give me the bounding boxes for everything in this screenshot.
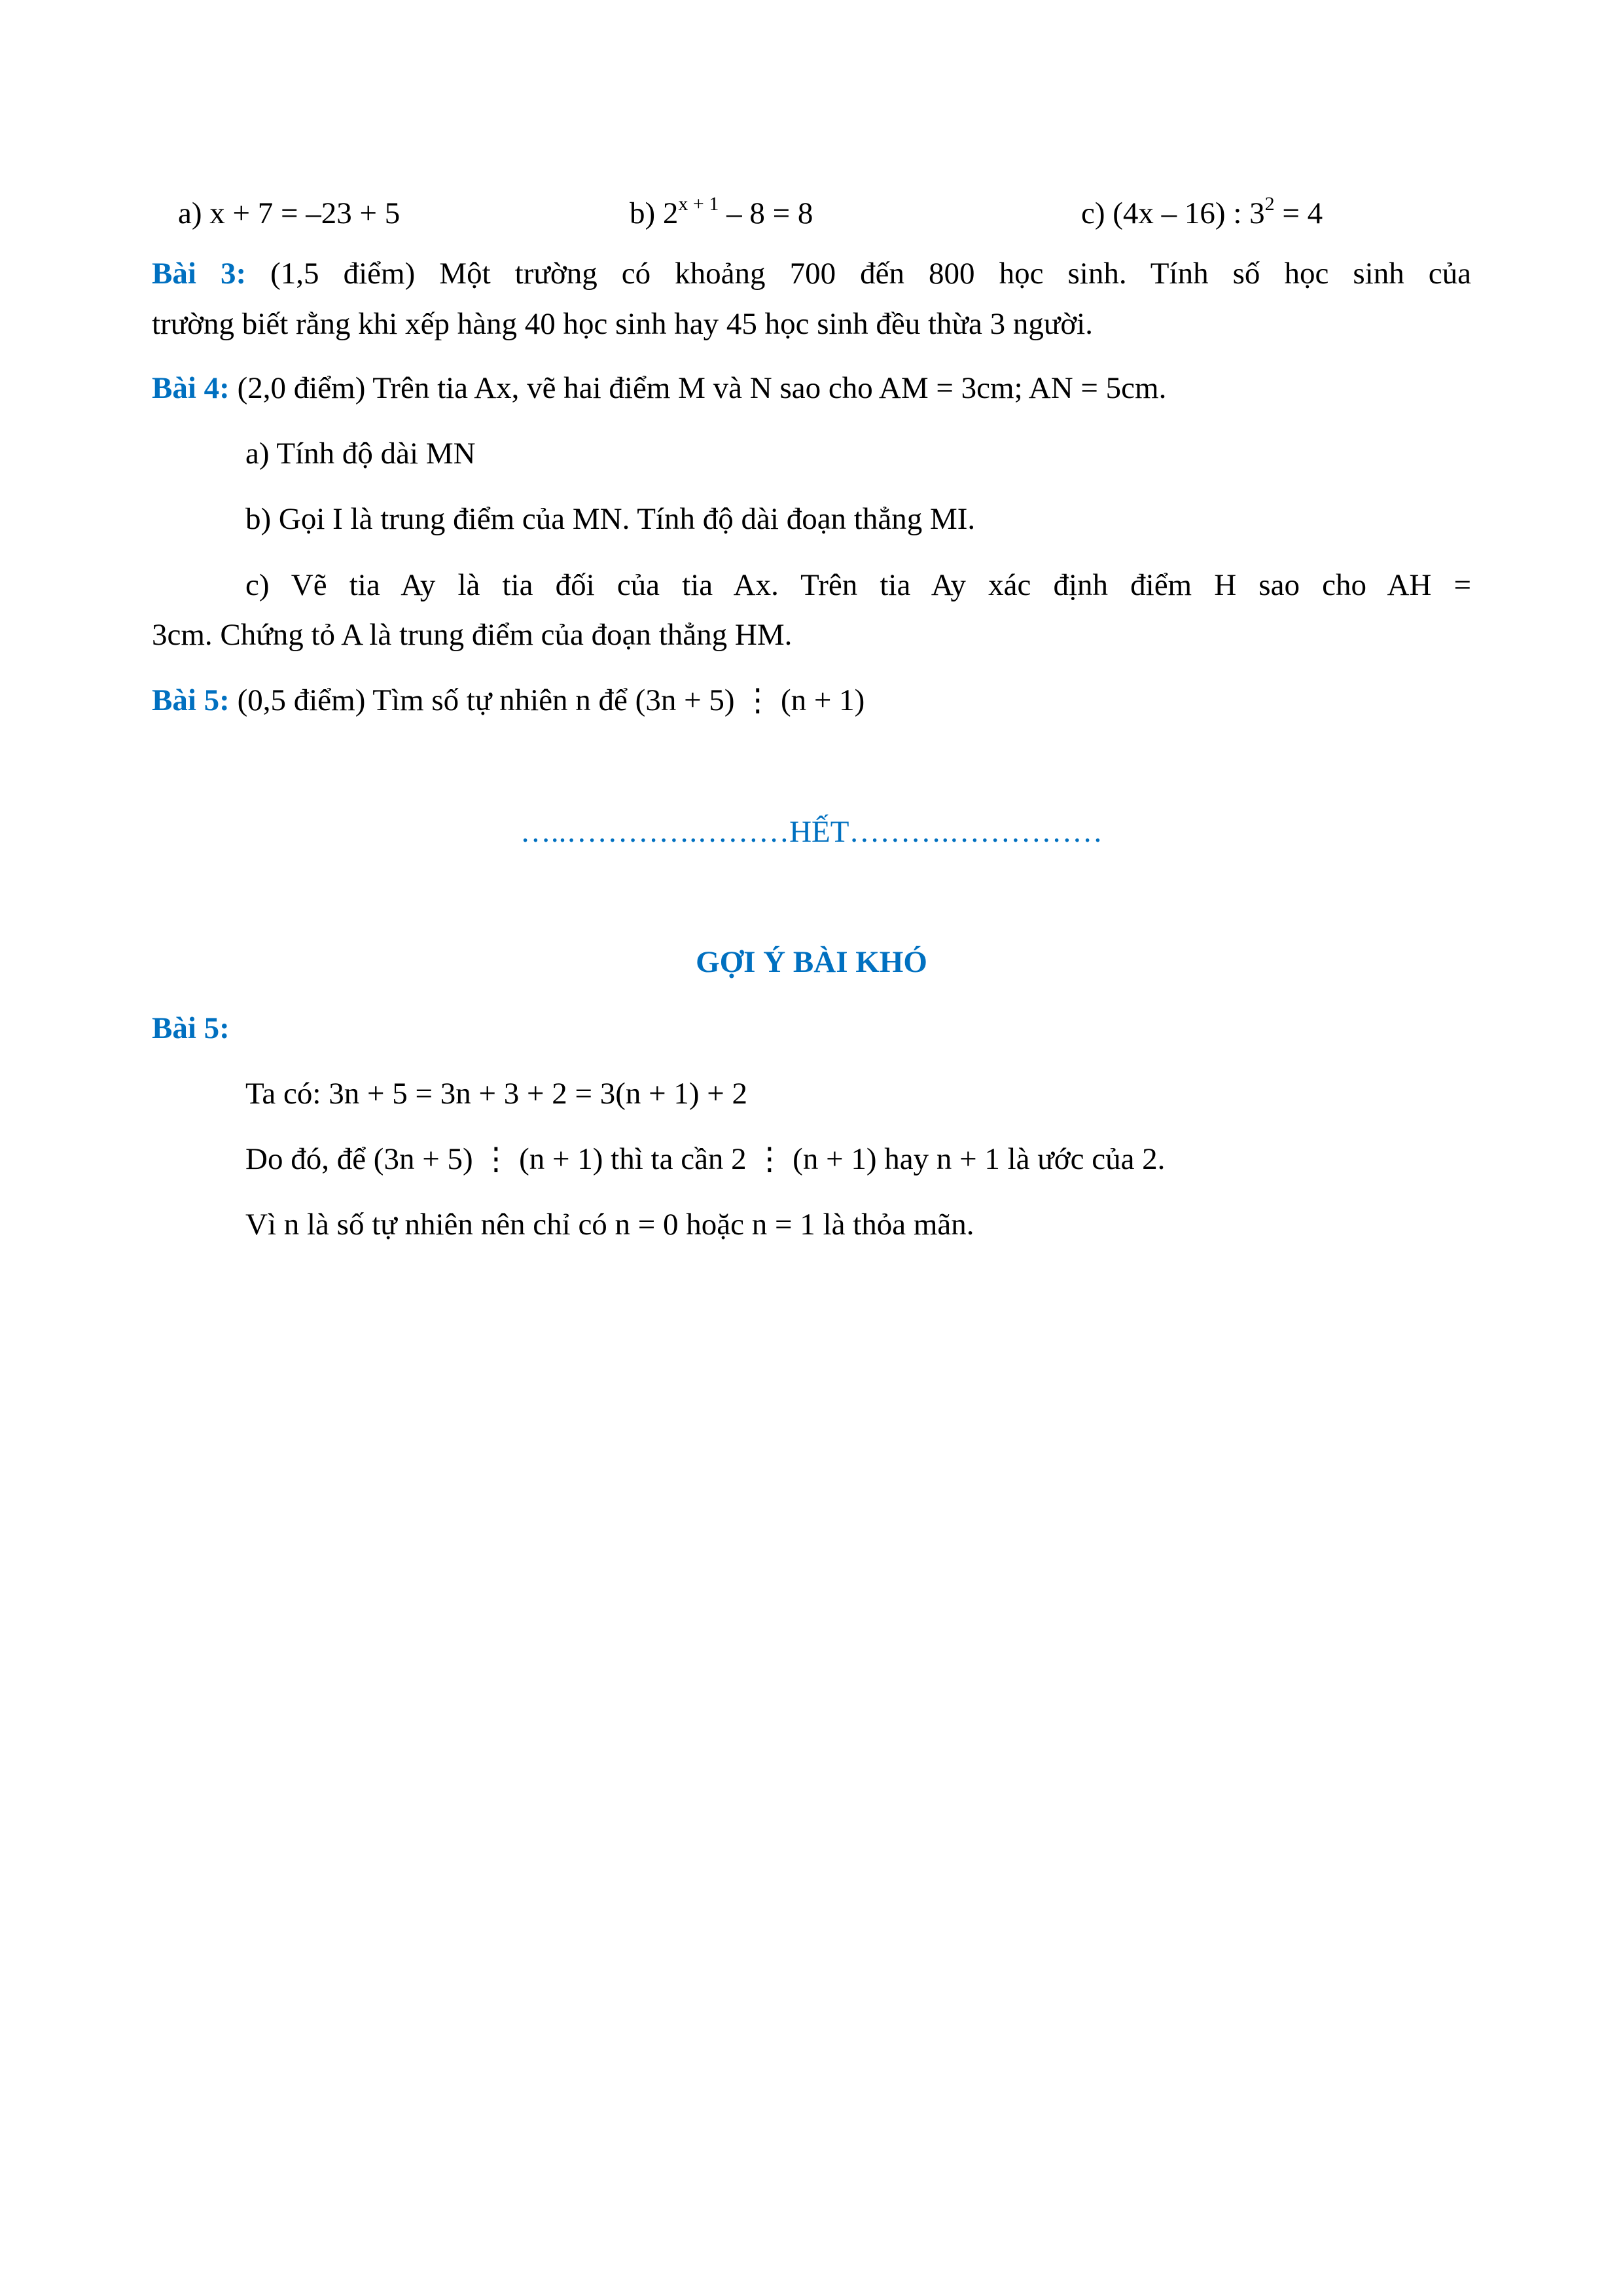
bai2-part-b [630,195,813,232]
bai4-part-a [245,435,1471,472]
bai3-label: Bài 3: [152,257,247,291]
hint-line1 [245,1075,1471,1112]
bai5-text: (0,5 điểm) Tìm số tự nhiên n để (3n + 5) ⋮ (n + 1) [229,683,865,717]
bai3-line1 [152,255,1471,292]
hint-bai5-label-line [152,1010,1471,1047]
bai5-label: Bài 5: [152,683,230,717]
bai4-part-c-line1 [245,567,1471,603]
bai4-part-c-text-line1: c) Vẽ tia Ay là tia đối của tia Ax. Trên tia Ay xác định điểm H sao cho AH = [245,568,1471,602]
hint-line3-text: Vì n là số tự nhiên nên chỉ có n = 0 hoặc n = 1 là thỏa mãn. [245,1208,974,1242]
bai4-part-c-line2 [152,617,1471,653]
bai2-part-c-base: c) (4x – 16) : 3 [1081,196,1265,230]
bai2-part-a [178,195,400,232]
end-marker: …..………….………HẾT……….…………… [520,815,1103,849]
bai4-label: Bài 4: [152,371,230,405]
hint-line1-text: Ta có: 3n + 5 = 3n + 3 + 2 = 3(n + 1) + 2 [245,1077,748,1111]
bai4-part-c-text-line2: 3cm. Chứng tỏ A là trung điểm của đoạn thẳng HM. [152,618,793,652]
bai3-line2 [152,306,1471,342]
bai2-part-b-exponent: x + 1 [678,193,719,215]
bai2-part-b-rest: – 8 = 8 [719,196,813,230]
bai2-part-a-text: a) x + 7 = –23 + 5 [178,196,401,230]
bai3-text-line1: (1,5 điểm) Một trường có khoảng 700 đến 800 học sinh. Tính số học sinh của [246,257,1471,291]
bai2-part-c-rest: = 4 [1274,196,1323,230]
bai2-part-c-exponent: 2 [1264,193,1275,215]
hint-line2 [245,1141,1471,1177]
hint-line3 [245,1206,1471,1243]
bai3-text-line2: trường biết rằng khi xếp hàng 40 học sinh hay 45 học sinh đều thừa 3 người. [152,307,1093,341]
bai4-line [152,370,1471,406]
bai4-part-b-text: b) Gọi I là trung điểm của MN. Tính độ dài đoạn thẳng MI. [245,502,976,536]
hint-bai5-label: Bài 5: [152,1011,230,1045]
bai4-part-a-text: a) Tính độ dài MN [245,437,476,471]
hint-line2-text: Do đó, để (3n + 5) ⋮ (n + 1) thì ta cần 2 ⋮ (n + 1) hay n + 1 là ước của 2. [245,1142,1166,1176]
hint-title: GỢI Ý BÀI KHÓ [696,945,927,979]
bai2-part-c [1081,195,1323,232]
bai2-part-b-base: b) 2 [630,196,679,230]
bai4-text: (2,0 điểm) Trên tia Ax, vẽ hai điểm M và N sao cho AM = 3cm; AN = 5cm. [229,371,1167,405]
bai4-part-b [245,501,1471,537]
bai5-line [152,682,1471,719]
